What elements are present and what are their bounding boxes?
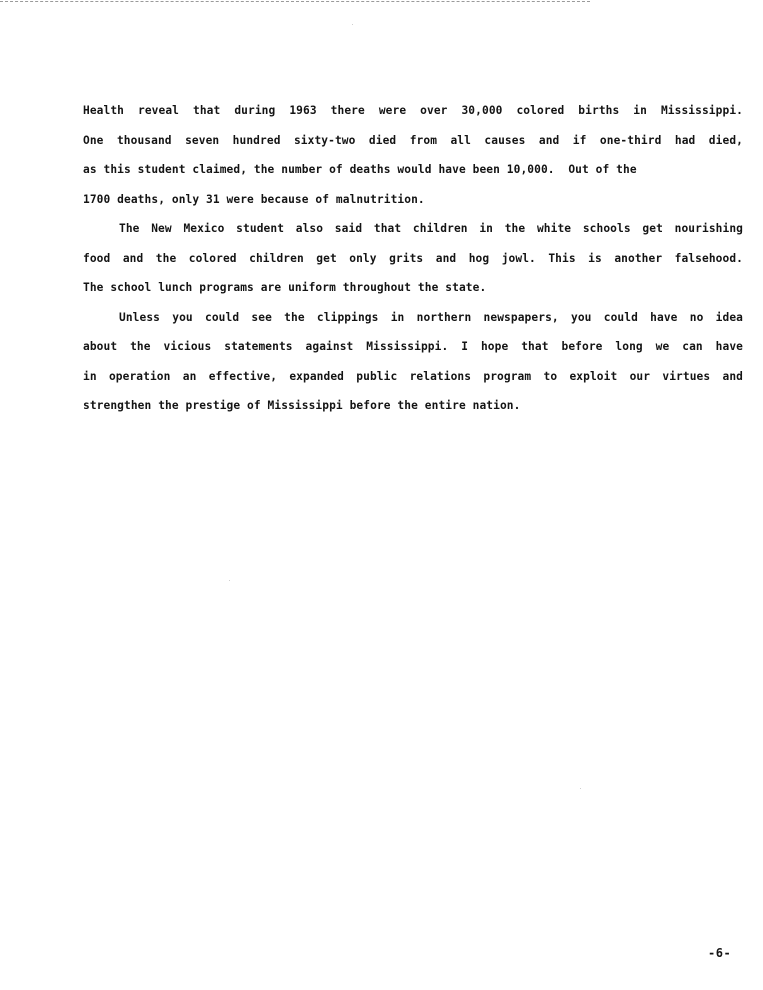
top-edge-rule [0, 1, 590, 2]
page-number: -6- [708, 946, 732, 960]
text-line: strengthen the prestige of Mississippi before the entire nation. [83, 399, 521, 412]
text-line: in operation an effective, expanded public relations program to exploit our virtues and [83, 369, 743, 383]
text-line: The school lunch programs are uniform throughout the state. [83, 281, 487, 294]
scan-speck [580, 788, 581, 789]
text-line: 1700 deaths, only 31 were because of malnutrition. [83, 192, 425, 206]
scan-speck [352, 24, 353, 25]
text-line: Health reveal that during 1963 there were over 30,000 colored births in Mississippi. [83, 104, 743, 117]
text-line: food and the colored children get only grits and hog jowl. This is another falsehood. [83, 251, 743, 265]
text-line: about the vicious statements against Mississippi. I hope that before long we can have [83, 340, 743, 353]
text-line: Unless you could see the clippings in northern newspapers, you could have no idea [119, 310, 743, 324]
document-body [83, 96, 743, 421]
text-line: as this student claimed, the number of deaths would have been 10,000. Out of the [83, 163, 637, 176]
scan-speck [229, 580, 230, 581]
text-line: The New Mexico student also said that children in the white schools get nourishing [119, 222, 743, 235]
text-line: One thousand seven hundred sixty-two died from all causes and if one-third had died, [83, 133, 743, 147]
